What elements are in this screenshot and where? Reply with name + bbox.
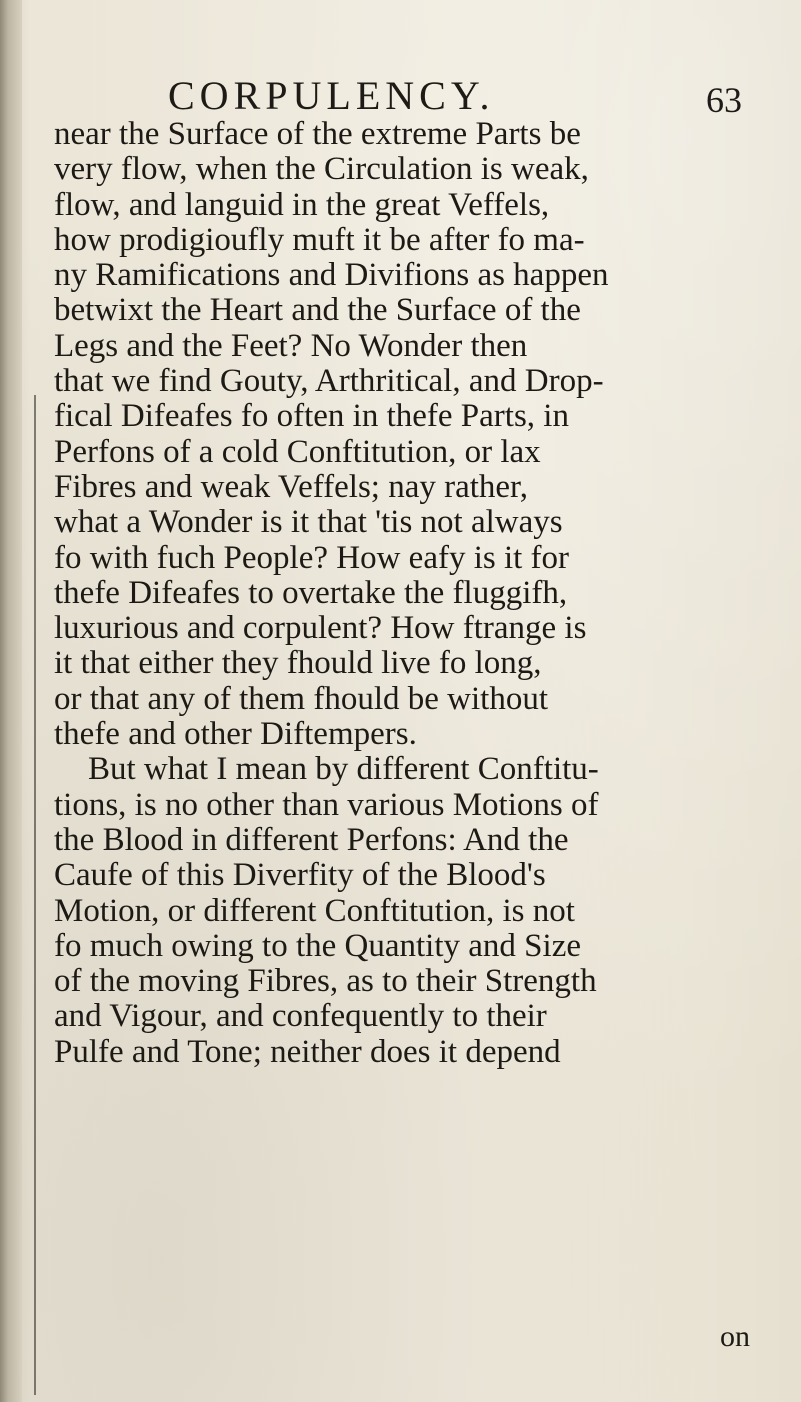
text-line: Legs and the Feet? No Wonder then (54, 327, 528, 364)
text-line: it that either they fhould live fo long, (54, 645, 542, 682)
text-line: tions, is no other than various Motions of (54, 786, 599, 823)
text-line: thefe and other Diftempers. (54, 716, 417, 753)
text-line-paragraph-start: But what I mean by different Conftitu- (88, 751, 599, 788)
text-line: Motion, or different Conftitution, is not (54, 892, 575, 929)
text-line: thefe Difeafes to overtake the fluggifh, (54, 574, 568, 611)
text-line: of the moving Fibres, as to their Strength (54, 963, 597, 1000)
text-line: ny Ramifications and Divifions as happen (54, 257, 609, 294)
text-line: and Vigour, and confequently to their (54, 998, 547, 1035)
text-line: fo much owing to the Quantity and Size (54, 927, 581, 964)
page-number: 63 (706, 80, 742, 120)
text-line: very flow, when the Circulation is weak, (54, 151, 589, 188)
page-gutter (0, 0, 22, 1402)
text-line: flow, and languid in the great Veffels, (54, 186, 550, 223)
text-line: betwixt the Heart and the Surface of the (54, 292, 581, 329)
text-line: how prodigioufly muft it be after fo ma- (54, 221, 585, 258)
text-line: Perfons of a cold Conftitution, or lax (54, 433, 541, 470)
text-line: Fibres and weak Veffels; nay rather, (54, 468, 528, 505)
text-line: luxurious and corpulent? How ftrange is (54, 610, 587, 647)
text-line: Pulfe and Tone; neither does it depend (54, 1033, 561, 1070)
text-line: fo with fuch People? How eafy is it for (54, 539, 570, 576)
text-line: or that any of them fhould be without (54, 680, 548, 717)
catchword: on (720, 1320, 750, 1353)
body-text (54, 117, 794, 1070)
text-line: Caufe of this Diverfity of the Blood's (54, 857, 546, 894)
text-line: the Blood in different Perfons: And the (54, 821, 569, 858)
text-line: what a Wonder is it that 'tis not always (54, 504, 563, 541)
gutter-shadow-line (34, 395, 36, 1395)
text-line: near the Surface of the extreme Parts be (54, 116, 581, 152)
text-line: fical Difeafes fo often in thefe Parts, in (54, 398, 569, 435)
text-line: that we find Gouty, Arthritical, and Drop- (54, 363, 604, 400)
running-title: CORPULENCY. (168, 73, 495, 118)
